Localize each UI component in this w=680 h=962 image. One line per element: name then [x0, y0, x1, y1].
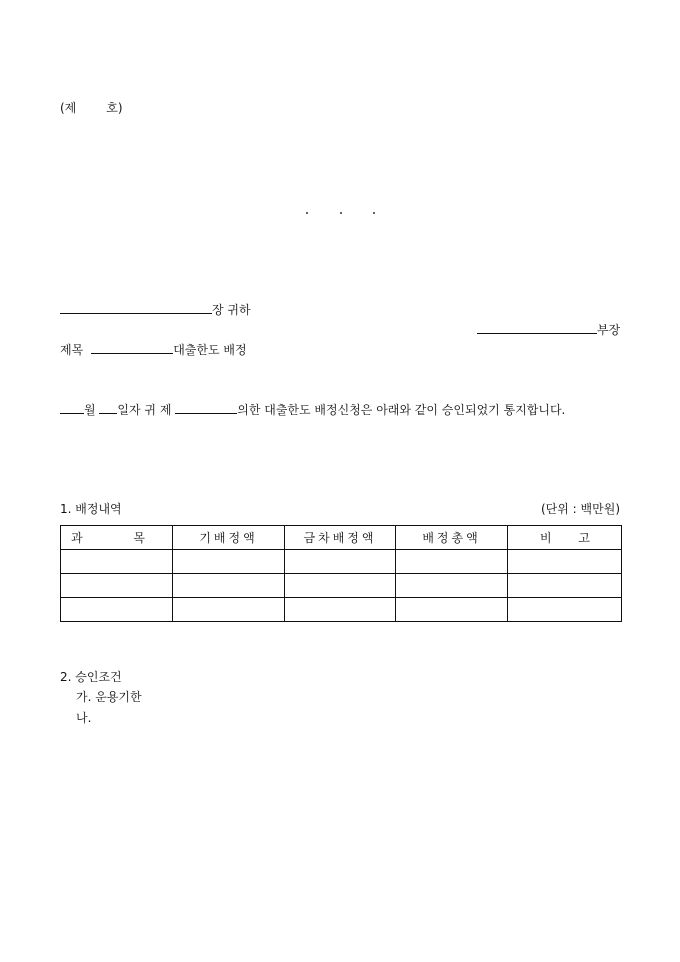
month-blank[interactable] [60, 402, 84, 414]
reference-blank[interactable] [175, 402, 237, 414]
document-number-prefix: (제 [60, 101, 77, 115]
body-sentence [60, 402, 565, 417]
condition-item-a: 가. 운용기한 [76, 690, 142, 704]
sender-line [477, 322, 620, 337]
month-label: 월 [84, 403, 96, 417]
header-previous-allocation: 기배정액 [173, 526, 285, 550]
addressee-suffix: 장 귀하 [212, 303, 251, 317]
addressee-blank[interactable] [60, 302, 212, 314]
table-cell[interactable] [508, 550, 622, 574]
table-cell[interactable] [285, 550, 396, 574]
header-total-allocation: 배정총액 [396, 526, 508, 550]
table-cell[interactable] [173, 598, 285, 622]
subject-line [60, 342, 247, 357]
table-cell[interactable] [396, 598, 508, 622]
day-blank[interactable] [99, 402, 117, 414]
table-row [61, 550, 622, 574]
body-text: 의한 대출한도 배정신청은 아래와 같이 승인되었기 통지합니다. [237, 403, 566, 417]
table-cell[interactable] [173, 550, 285, 574]
date-dot-month [340, 212, 342, 214]
table-row [61, 598, 622, 622]
table-cell[interactable] [508, 598, 622, 622]
table-cell[interactable] [61, 550, 173, 574]
table-cell[interactable] [396, 574, 508, 598]
unit-label: (단위 : 백만원) [541, 502, 620, 516]
header-account: 과 목 [61, 526, 173, 550]
section1-title: 1. 배정내역 [60, 502, 122, 516]
document-number-suffix: 호) [106, 101, 123, 115]
document-number [60, 101, 123, 115]
table-cell[interactable] [173, 574, 285, 598]
allocation-table [60, 525, 622, 622]
header-additional-allocation: 금차배정액 [285, 526, 396, 550]
table-cell[interactable] [396, 550, 508, 574]
day-prefix: 일자 귀 제 [117, 403, 172, 417]
section2-title: 2. 승인조건 [60, 670, 122, 684]
table-cell[interactable] [508, 574, 622, 598]
table-cell[interactable] [285, 574, 396, 598]
subject-suffix: 대출한도 배정 [173, 343, 247, 357]
table-cell[interactable] [61, 574, 173, 598]
subject-blank[interactable] [91, 342, 173, 354]
table-header-row [61, 526, 622, 550]
header-remarks: 비 고 [508, 526, 622, 550]
sender-blank[interactable] [477, 322, 597, 334]
table-cell[interactable] [285, 598, 396, 622]
sender-suffix: 부장 [597, 323, 621, 337]
date-dot-year [306, 212, 308, 214]
addressee-line [60, 302, 251, 317]
condition-item-b: 나. [76, 711, 92, 725]
table-row [61, 574, 622, 598]
date-dot-day [373, 212, 375, 214]
subject-label: 제목 [60, 343, 84, 357]
table-cell[interactable] [61, 598, 173, 622]
